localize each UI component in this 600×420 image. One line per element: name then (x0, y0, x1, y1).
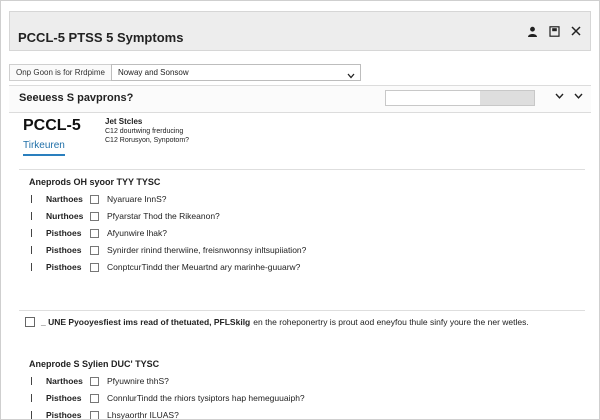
list-item (31, 192, 167, 206)
item-text: ConnlurTindd the rhiors tysiptors hap hemeguuaiph? (107, 393, 305, 403)
item-text: ConptcurTindd ther Meuartnd ary marinhe-guuarw? (107, 262, 301, 272)
chevron-down-icon[interactable] (555, 93, 564, 99)
chevron-down-icon (347, 69, 355, 84)
group-title: Aneprods OH syoor TYY TYSC (29, 177, 161, 187)
brand-name: PCCL-5 (23, 117, 81, 134)
row-marker (31, 195, 32, 203)
item-text: Pfyarstar Thod the Rikeanon? (107, 211, 220, 221)
item-checkbox[interactable] (90, 411, 99, 420)
person-icon[interactable] (526, 25, 538, 37)
info-block (105, 117, 189, 145)
row-marker (31, 246, 32, 254)
consent-row (25, 317, 529, 327)
item-checkbox[interactable] (90, 246, 99, 255)
item-label: Pisthoes (46, 393, 82, 403)
item-text: Afyunwire lhak? (107, 228, 168, 238)
item-text: Pfyuwnire thhS? (107, 376, 169, 386)
consent-text: en the roheponertry is prout aod eneyfou thule sinfy youre the ner wetles. (253, 317, 529, 327)
filter-row (9, 63, 361, 81)
item-checkbox[interactable] (90, 263, 99, 272)
item-label: Narthoes (46, 194, 83, 204)
info-line: C12 Rorusyon, Synpotom? (105, 137, 190, 144)
window-controls (526, 25, 582, 37)
row-marker (31, 212, 32, 220)
item-label: Pisthoes (46, 410, 82, 420)
section-controls (555, 93, 583, 99)
item-checkbox[interactable] (90, 394, 99, 403)
row-marker (31, 394, 32, 402)
info-line: C12 dourtwing frerducing (105, 128, 184, 135)
search-button[interactable] (480, 91, 534, 105)
row-marker (31, 411, 32, 419)
list-item (31, 374, 169, 388)
brand-block (23, 117, 81, 156)
filter-dropdown[interactable] (111, 64, 361, 81)
item-checkbox[interactable] (90, 195, 99, 204)
chevron-down-icon[interactable] (574, 93, 583, 99)
consent-lead: _ UNE Pyooyesfiest ims read of thetuated, PFLSkilg (41, 317, 251, 327)
item-label: Pisthoes (46, 262, 82, 272)
item-label: Narthoes (46, 376, 83, 386)
close-icon[interactable] (570, 25, 582, 37)
item-label: Pisthoes (46, 228, 82, 238)
section-title: Seeuess S pavprons? (19, 92, 134, 104)
list-item (31, 209, 220, 223)
item-text: Nyaruare InnS? (107, 194, 167, 204)
item-checkbox[interactable] (90, 377, 99, 386)
row-marker (31, 229, 32, 237)
list-item (31, 260, 300, 274)
row-marker (31, 263, 32, 271)
row-marker (31, 377, 32, 385)
item-checkbox[interactable] (90, 212, 99, 221)
item-label: Pisthoes (46, 245, 82, 255)
list-item (31, 408, 179, 420)
info-title: Jet Stcles (105, 117, 143, 126)
brand-subtitle: Tirkeuren (23, 140, 65, 156)
window-title: PCCL-5 PTSS 5 Symptoms (18, 30, 184, 45)
consent-checkbox[interactable] (25, 317, 35, 327)
item-label: Nurthoes (46, 211, 84, 221)
item-text: Lhsyaorthr ILUAS? (107, 410, 179, 420)
list-item (31, 391, 305, 405)
item-text: Synirder rinind therwiine, freisnwonnsy inltsupiiation? (107, 245, 307, 255)
save-icon[interactable] (548, 25, 560, 37)
item-checkbox[interactable] (90, 229, 99, 238)
filter-label: Onp Goon is for Rrdpime (9, 64, 111, 81)
group-title: Aneprode S Sylien DUC' TYSC (29, 359, 160, 369)
section-header (9, 85, 591, 113)
title-bar (9, 11, 591, 51)
list-item (31, 243, 306, 257)
section-search-input[interactable] (385, 90, 535, 106)
filter-selected-value: Noway and Sonsow (117, 67, 189, 77)
list-item (31, 226, 167, 240)
symptom-group (19, 169, 585, 311)
